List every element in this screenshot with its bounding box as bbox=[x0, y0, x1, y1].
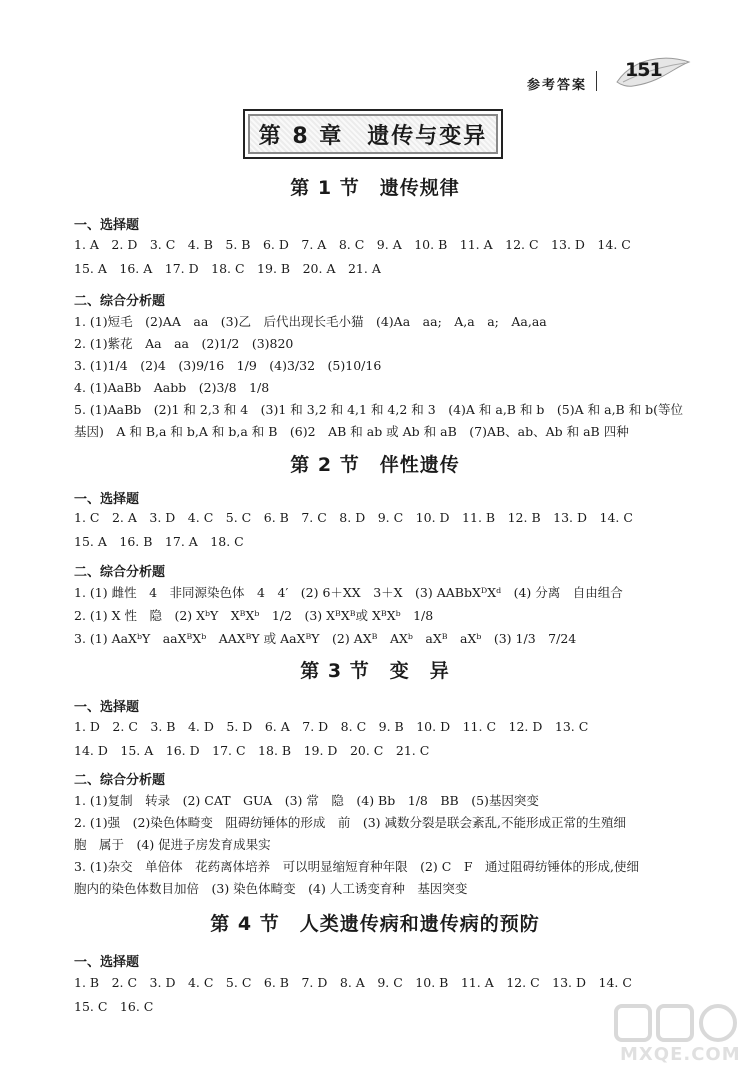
chapter-title-box bbox=[243, 109, 503, 159]
answer-line: 2. (1)紫花 Aa aa (2)1/2 (3)820 bbox=[74, 336, 294, 351]
choice-heading: 一、选择题 bbox=[74, 700, 140, 715]
choice-heading: 一、选择题 bbox=[74, 492, 140, 507]
answer-line: 4. (1)AaBb Aabb (2)3/8 1/8 bbox=[74, 380, 270, 395]
answer-line: 2. (1)强 (2)染色体畸变 阻碍纺锤体的形成 前 (3) 减数分裂是联会紊乱,不能形成正常的生殖细 bbox=[74, 815, 626, 830]
section-title: 第 2 节 伴性遗传 bbox=[290, 454, 460, 476]
header-label: 参考答案 bbox=[527, 78, 588, 93]
answer-line: 15. A 16. B 17. A 18. C bbox=[74, 534, 244, 549]
answer-line: 基因) A 和 B,a 和 b,A 和 b,a 和 B (6)2 AB 和 ab 或 Ab 和 aB (7)AB、ab、Ab 和 aB 四种 bbox=[74, 424, 629, 439]
answer-line: 14. D 15. A 16. D 17. C 18. B 19. D 20. C 21. C bbox=[74, 743, 430, 758]
page-number: 151 bbox=[625, 59, 662, 81]
answer-line: 1. D 2. C 3. B 4. D 5. D 6. A 7. D 8. C 9. B 10. D 11. C 12. D 13. C bbox=[74, 719, 589, 734]
answer-line: 2. (1) X 性 隐 (2) XᵇY XᴮXᵇ 1/2 (3) XᴮXᴮ或 XᴮXᵇ 1/8 bbox=[74, 608, 434, 623]
answer-line: 1. C 2. A 3. D 4. C 5. C 6. B 7. C 8. D 9. C 10. D 11. B 12. B 13. D 14. C bbox=[74, 510, 633, 525]
answer-line: 15. A 16. A 17. D 18. C 19. B 20. A 21. A bbox=[74, 261, 381, 276]
answer-line: 1. (1) 雌性 4 非同源染色体 4 4′ (2) 6＋XX 3＋X (3) AABbXᴰXᵈ (4) 分离 自由组合 bbox=[74, 585, 623, 600]
analysis-heading: 二、综合分析题 bbox=[74, 773, 166, 788]
watermark-text: MXQE.COM bbox=[620, 1044, 741, 1065]
header-divider bbox=[596, 71, 597, 91]
answer-line: 3. (1)杂交 单倍体 花药离体培养 可以明显缩短育种年限 (2) C F 通过阻碍纺锤体的形成,使细 bbox=[74, 859, 639, 874]
answer-line: 3. (1) AaXᵇY aaXᴮXᵇ AAXᴮY 或 AaXᴮY (2) AXᴮ AXᵇ aXᴮ aXᵇ (3) 1/3 7/24 bbox=[74, 631, 577, 646]
watermark-logo bbox=[612, 1002, 740, 1066]
answer-line: 1. A 2. D 3. C 4. B 5. B 6. D 7. A 8. C 9. A 10. B 11. A 12. C 13. D 14. C bbox=[74, 237, 631, 252]
page-number-badge bbox=[613, 52, 693, 92]
choice-heading: 一、选择题 bbox=[74, 218, 140, 233]
analysis-heading: 二、综合分析题 bbox=[74, 565, 166, 580]
chapter-title: 第 8 章 遗传与变异 bbox=[258, 123, 488, 149]
choice-heading: 一、选择题 bbox=[74, 955, 140, 970]
answer-line: 胞 属于 (4) 促进子房发育成果实 bbox=[74, 837, 271, 852]
answer-line: 5. (1)AaBb (2)1 和 2,3 和 4 (3)1 和 3,2 和 4,1 和 4,2 和 3 (4)A 和 a,B 和 b (5)A 和 a,B 和 b(等位 bbox=[74, 402, 684, 417]
answer-line: 1. (1)复制 转录 (2) CAT GUA (3) 常 隐 (4) Bb 1/8 BB (5)基因突变 bbox=[74, 793, 539, 808]
analysis-heading: 二、综合分析题 bbox=[74, 294, 166, 309]
answer-line: 3. (1)1/4 (2)4 (3)9/16 1/9 (4)3/32 (5)10/16 bbox=[74, 358, 382, 373]
section-title: 第 4 节 人类遗传病和遗传病的预防 bbox=[210, 913, 540, 935]
answer-line: 1. (1)短毛 (2)AA aa (3)乙 后代出现长毛小猫 (4)Aa aa; A,a a; Aa,aa bbox=[74, 314, 547, 329]
answer-line: 1. B 2. C 3. D 4. C 5. C 6. B 7. D 8. A 9. C 10. B 11. A 12. C 13. D 14. C bbox=[74, 975, 632, 990]
answer-line: 15. C 16. C bbox=[74, 999, 154, 1014]
answer-line: 胞内的染色体数目加倍 (3) 染色体畸变 (4) 人工诱变育种 基因突变 bbox=[74, 881, 468, 896]
section-title: 第 3 节 变 异 bbox=[300, 660, 450, 682]
section-title: 第 1 节 遗传规律 bbox=[290, 177, 460, 199]
watermark-stamp-icon bbox=[612, 1002, 740, 1046]
